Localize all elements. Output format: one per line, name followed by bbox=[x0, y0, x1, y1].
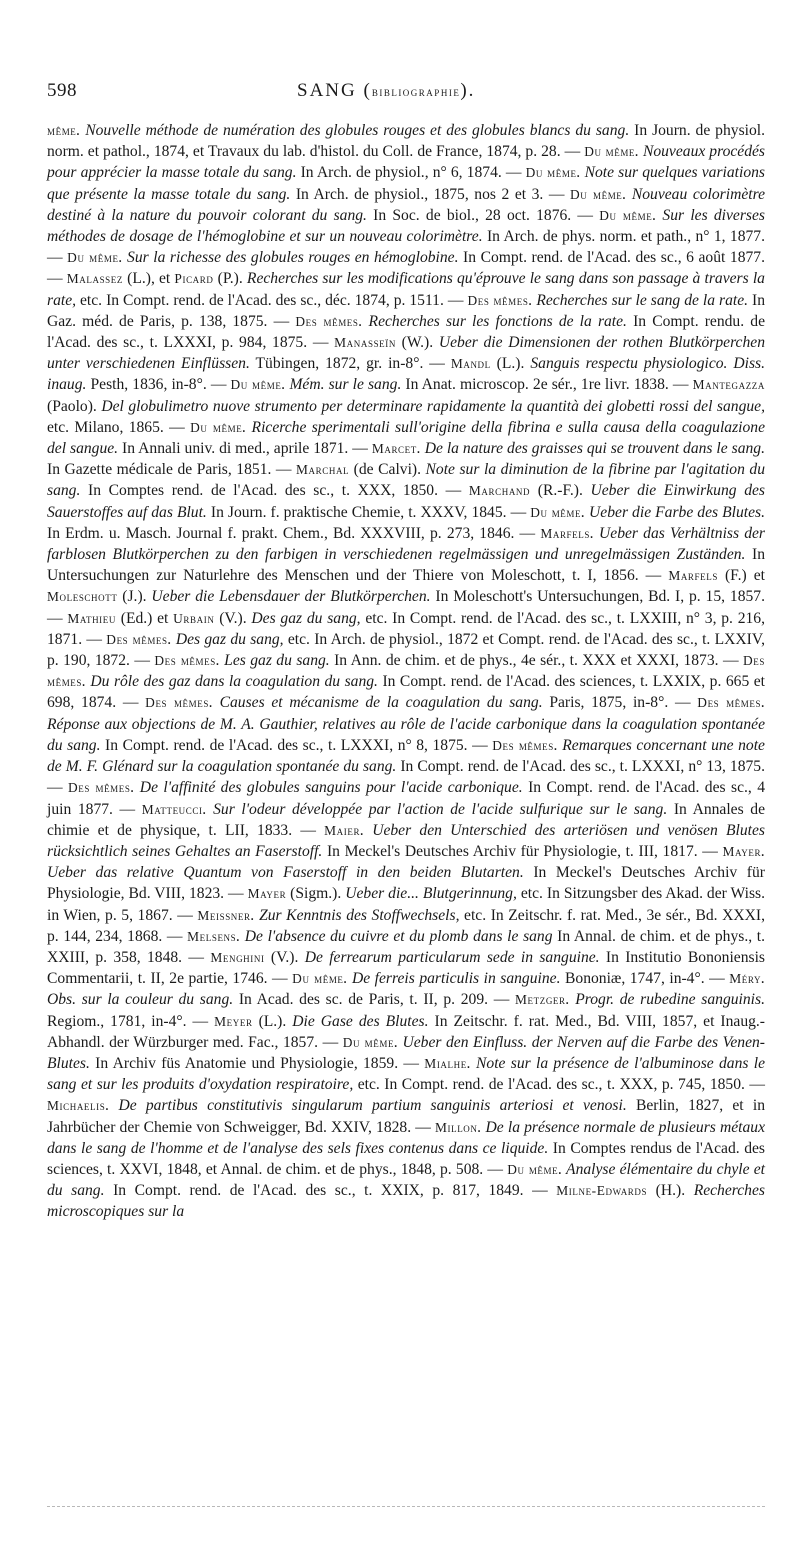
citation-text: Regiom., 1781, in-4°. — bbox=[47, 1012, 215, 1030]
author-name: Meyer bbox=[214, 1013, 253, 1029]
citation-text: In Compt. rend. de l'Acad. des sc., t. LXXXI, n° 8, 1875. — bbox=[100, 736, 493, 754]
citation-text: Tübingen, 1872, gr. in-8°. — bbox=[249, 355, 451, 373]
author-name: Du même bbox=[530, 504, 582, 520]
author-name: Millon bbox=[434, 1119, 478, 1135]
citation-text: (Paolo). bbox=[47, 397, 102, 415]
work-title: . De la nature des graisses qui se trouvent dans le sang. bbox=[416, 440, 765, 458]
author-name: Manasseïn bbox=[334, 335, 396, 351]
work-title: . Nouvelle méthode de numération des globules rouges et des globules blancs du sang. bbox=[76, 122, 630, 139]
author-name: Mantegazza bbox=[692, 377, 766, 393]
work-title: . Ueber das relative Quantum von Faserstoff in den beiden Blutarten. bbox=[47, 842, 765, 882]
author-name: Mathieu bbox=[67, 610, 116, 626]
page-number: 598 bbox=[47, 80, 77, 101]
work-title: . De partibus constitutivis singularum partium sanguinis arteriosi et venosi. bbox=[105, 1097, 627, 1115]
citation-text: In Erdm. u. Masch. Journal f. prakt. Chem., Bd. XXXVIII, p. 273, 1846. — bbox=[47, 524, 541, 542]
citation-text: etc. In Compt. rend. de l'Acad. des sc., t. XXX, p. 745, 1850. — bbox=[353, 1076, 766, 1094]
citation-text: (W.). bbox=[395, 334, 439, 352]
work-title: . Nouveaux procédés pour apprécier la masse totale du sang. bbox=[47, 143, 766, 182]
author-name: Mialhe bbox=[424, 1055, 467, 1071]
citation-text: etc. In Sitzungsber des Akad. der Wiss. in Wien, p. 5, 1867. — bbox=[47, 885, 765, 924]
author-name: Des mêmes bbox=[47, 653, 765, 690]
citation-text: Paris, 1875, in-8°. — bbox=[542, 694, 698, 712]
work-title: . Progr. de rubedine sanguinis. bbox=[565, 991, 765, 1009]
work-title: . Causes et mécanisme de la coagulation du sang. bbox=[208, 694, 543, 712]
citation-text: etc. In Compt. rend. de l'Acad. des sc., t. LXXIII, n° 3, p. 216, 1871. — bbox=[47, 609, 765, 648]
author-name: Marcet bbox=[371, 441, 417, 457]
running-head bbox=[297, 80, 475, 102]
author-name: Mayer bbox=[247, 886, 287, 902]
author-name: Melsens bbox=[187, 928, 237, 944]
author-name: Du même bbox=[584, 144, 636, 160]
work-title: . Les gaz du sang. bbox=[215, 652, 330, 670]
work-title: . Obs. sur la couleur du sang. bbox=[47, 970, 765, 1009]
citation-text: In Compt. rend. de l'Acad. des sc., t. LXXXI, n° 13, 1875. — bbox=[47, 758, 765, 797]
citation-text: (L.), et bbox=[122, 270, 175, 288]
citation-text: (V.). bbox=[264, 948, 305, 966]
author-name: Meissner bbox=[197, 907, 251, 923]
work-title: . Zur Kenntnis des Stoffwechsels, bbox=[250, 906, 460, 924]
work-title: . Des gaz du sang, bbox=[167, 630, 284, 648]
author-name: Moleschott bbox=[47, 589, 118, 605]
citation-text: In Acad. des sc. de Paris, t. II, p. 209. — bbox=[233, 991, 515, 1009]
work-title: Recherches microscopiques sur la bbox=[47, 1182, 765, 1221]
citation-text: In Comptes rend. de l'Acad. des sc., t. XXX, 1850. — bbox=[80, 482, 469, 500]
author-name: Marfels bbox=[540, 525, 590, 541]
citation-text: etc. In Arch. de physiol., 1872 et Compt. rend. de l'Acad. des sc., t. LXXIV, p. 190, 1872. — bbox=[47, 630, 765, 670]
author-name: Des mêmes bbox=[145, 695, 209, 711]
author-name: Méry bbox=[729, 971, 762, 987]
citation-text: (J.). bbox=[117, 588, 152, 606]
running-head-close: ). bbox=[460, 80, 476, 101]
work-title: . Réponse aux objections de M. A. Gauthier, relatives au rôle de l'acide carbonique dans la coagulation spontanée du sang. bbox=[47, 694, 765, 754]
citation-text: In Gazette médicale de Paris, 1851. — bbox=[47, 461, 297, 479]
citation-text: (H.). bbox=[647, 1182, 694, 1200]
work-title: . Note sur la présence de l'albuminose dans le sang et sur les produits d'oxydation respiratoire, bbox=[47, 1054, 766, 1094]
work-title: Ueber die... Blutgerinnung, bbox=[345, 885, 517, 903]
citation-text: In Annales de chimie et de physique, t. LII, 1833. — bbox=[47, 800, 765, 839]
work-title: . Analyse élémentaire du chyle et du sang. bbox=[47, 1160, 765, 1200]
citation-text: In Journ. f. praktische Chemie, t. XXXV, 1845. — bbox=[206, 503, 531, 521]
work-title: . Mém. sur le sang. bbox=[281, 376, 402, 394]
work-title: De ferrearum particularum sede in sanguine. bbox=[304, 948, 600, 966]
author-name: Du même bbox=[570, 186, 623, 202]
author-name: Mandl bbox=[450, 356, 491, 372]
citation-text: etc. Milano, 1865. — bbox=[47, 418, 191, 436]
citation-text: In Compt. rend. de l'Acad. des sc., 4 juin 1877. — bbox=[47, 779, 765, 818]
work-title: . Recherches sur les fonctions de la rate. bbox=[358, 312, 627, 330]
citation-text: (F.) et bbox=[717, 567, 765, 585]
work-title: Sanguis respectu physiologico. Diss. inaug. bbox=[47, 355, 766, 394]
author-name: Du même bbox=[230, 377, 282, 393]
citation-text: In Compt. rend. de l'Acad. des sc., 6 août 1877. — bbox=[47, 249, 765, 288]
citation-text: In Compt. rend. de l'Acad. des sc., t. XXIX, p. 817, 1849. — bbox=[104, 1182, 557, 1200]
citation-text: In Meckel's Deutsches Archiv für Physiologie, t. III, 1817. — bbox=[322, 842, 723, 860]
citation-text: In Journ. de physiol. norm. et pathol., 1874, et Travaux du lab. d'histol. du Coll. de France, 1874, p. 28. — bbox=[47, 122, 766, 161]
citation-text: In Zeitschr. f. rat. Med., Bd. VIII, 1857, et Inaug.-Abhandl. der Würzburger med. Fac., 1857. — bbox=[47, 1012, 765, 1051]
citation-text: etc. In Zeitschr. f. rat. Med., 3e sér., Bd. XXXI, p. 144, 234, 1868. — bbox=[47, 906, 765, 945]
citation-text: Berlin, 1827, et in Jahrbücher der Chemie von Schweigger, Bd. XXIV, 1828. — bbox=[47, 1097, 765, 1136]
citation-text: In Untersuchungen zur Naturlehre des Menschen und der Thiere von Moleschott, t. I, 1856. — bbox=[47, 546, 765, 585]
work-title: Del globulimetro nuove strumento per determinare rapidamente la quantità dei globetti rossi del sangue, bbox=[101, 397, 766, 415]
page-header bbox=[47, 80, 765, 110]
work-title: . Ricerche sperimentali sull'origine della fibrina e sulla causa della coagulazione del sangue. bbox=[47, 418, 766, 458]
author-name: même bbox=[47, 123, 77, 138]
author-name: Des mêmes bbox=[467, 292, 529, 308]
citation-text: (L.). bbox=[252, 1012, 293, 1030]
author-name: Milne-Edwards bbox=[556, 1183, 648, 1199]
work-title: . Note sur quelques variations que présente la masse totale du sang. bbox=[47, 164, 765, 203]
work-title: Des gaz du sang, bbox=[251, 609, 361, 627]
work-title: . De l'absence du cuivre et du plomb dans le sang bbox=[236, 927, 553, 945]
author-name: Marchal bbox=[296, 462, 350, 478]
bibliography-text bbox=[47, 120, 765, 1223]
author-name: Des mêmes bbox=[492, 737, 554, 753]
author-name: Du même bbox=[507, 1161, 559, 1177]
citation-text: (Sigm.). bbox=[286, 885, 346, 903]
work-title: . Sur les diverses méthodes de dosage de l'hémoglobine et sur un nouveau colorimètre. bbox=[47, 206, 765, 246]
citation-text: In Archiv füs Anatomie und Physiologie, 1859. — bbox=[89, 1054, 425, 1072]
work-title: . Nouveau colorimètre destiné à la nature du pouvoir colorant du sang. bbox=[47, 185, 765, 224]
running-head-subtitle: bibliographie bbox=[371, 85, 461, 99]
work-title: Ueber die Dimensionen der rothen Blutkörperchen unter verschiedenen Einflüssen. bbox=[47, 334, 765, 373]
work-title: . Recherches sur le sang de la rate. bbox=[528, 291, 749, 309]
citation-text: In Moleschott's Untersuchungen, Bd. I, p. 15, 1857. — bbox=[47, 588, 765, 627]
citation-text: In Arch. de physiol., 1875, nos 2 et 3. — bbox=[290, 185, 571, 203]
work-title: Recherches sur les modifications qu'éprouve le sang dans son passage à travers la rate, bbox=[47, 270, 765, 309]
work-title: Die Gase des Blutes. bbox=[292, 1012, 429, 1030]
author-name: Urbain bbox=[173, 610, 215, 626]
author-name: Metzger bbox=[515, 992, 566, 1008]
work-title: . Ueber das Verhältniss der farblosen Blutkörperchen zu den farbigen in verschiedenen regelmässigen und unregelmässigen Zuständen. bbox=[47, 524, 765, 564]
citation-text: In Institutio Bononiensis Commentarii, t. II, 2e partie, 1746. — bbox=[47, 948, 765, 988]
work-title: . Du rôle des gaz dans la coagulation du sang. bbox=[82, 673, 378, 691]
author-name: Michaelis bbox=[47, 1098, 106, 1114]
author-name: Mayer bbox=[722, 843, 762, 859]
author-name: Des mêmes bbox=[697, 695, 762, 711]
author-name: Du même bbox=[67, 250, 119, 266]
work-title: . Sur l'odeur développée par l'action de l'acide sulfurique sur le sang. bbox=[202, 800, 668, 818]
author-name: Malassez bbox=[66, 271, 123, 287]
author-name: Maier bbox=[324, 822, 361, 838]
citation-text: In Arch. de physiol., n° 6, 1874. — bbox=[296, 164, 526, 182]
citation-text: Pesth, 1836, in-8°. — bbox=[86, 376, 231, 394]
author-name: Des mêmes bbox=[154, 653, 216, 669]
author-name: Du même bbox=[190, 419, 243, 435]
work-title: . Remarques concernant une note de M. F. Glénard sur la coagulation spontanée du sang. bbox=[47, 736, 765, 776]
author-name: Des mêmes bbox=[295, 313, 359, 329]
work-title: Ueber die Einwirkung des Sauerstoffes auf das Blut. bbox=[47, 482, 765, 521]
citation-text: In Arch. de phys. norm. et path., n° 1, 1877. — bbox=[47, 228, 765, 267]
citation-text: In Anat. microscop. 2e sér., 1re livr. 1838. — bbox=[401, 376, 693, 394]
work-title: . Sur la richesse des globules rouges en hémoglobine. bbox=[118, 249, 459, 267]
citation-text: In Soc. de biol., 28 oct. 1876. — bbox=[366, 206, 600, 224]
author-name: Matteucci bbox=[141, 801, 203, 817]
work-title: . Ueber den Einfluss. der Nerven auf die Farbe des Venen-Blutes. bbox=[47, 1033, 765, 1072]
author-name: Du même bbox=[525, 165, 577, 181]
citation-text: Bononiæ, 1747, in-4°. — bbox=[560, 970, 730, 988]
citation-text: In Annal. de chim. et de phys., t. XXIII, p. 358, 1848. — bbox=[47, 927, 765, 966]
citation-text: In Gaz. méd. de Paris, p. 138, 1875. — bbox=[47, 291, 766, 330]
citation-text: (V.). bbox=[214, 609, 252, 627]
author-name: Menghini bbox=[210, 949, 265, 965]
author-name: Marchand bbox=[468, 483, 531, 499]
footer-rule bbox=[47, 1506, 765, 1507]
work-title: Ueber die Lebensdauer der Blutkörperchen. bbox=[151, 588, 431, 606]
work-title: . Ueber die Farbe des Blutes. bbox=[581, 503, 766, 521]
citation-text: (de Calvi). bbox=[349, 461, 426, 479]
author-name: Du même bbox=[292, 971, 344, 987]
author-name: Du même bbox=[599, 207, 653, 223]
author-name: Picard bbox=[174, 271, 214, 287]
citation-text: In Meckel's Deutsches Archiv für Physiologie, Bd. VIII, 1823. — bbox=[47, 864, 765, 903]
work-title: . De la présence normale de plusieurs métaux dans le sang de l'homme et de l'analyse des sels fixes contenus dans ce liquide. bbox=[47, 1118, 765, 1157]
running-head-main: SANG ( bbox=[297, 80, 372, 101]
author-name: Des mêmes bbox=[106, 631, 168, 647]
citation-text: In Compt. rendu. de l'Acad. des sc., t. LXXXI, p. 984, 1875. — bbox=[47, 312, 765, 352]
citation-text: (P.). bbox=[213, 270, 247, 288]
citation-text: In Ann. de chim. et de phys., 4e sér., t. XXX et XXXI, 1873. — bbox=[329, 652, 743, 670]
work-title: Note sur la diminution de la fibrine par l'agitation du sang. bbox=[47, 461, 765, 500]
work-title: . Ueber den Unterschied des arteriösen und venösen Blutes rücksichtlich seines Gehaltes an Faserstoff. bbox=[47, 821, 765, 860]
citation-text: (Ed.) et bbox=[115, 609, 174, 627]
author-name: Marfels bbox=[668, 568, 718, 584]
author-name: Du même bbox=[342, 1034, 395, 1050]
author-name: Des mêmes bbox=[68, 780, 131, 796]
citation-text: In Compt. rend. de l'Acad. des sciences, t. LXXIX, p. 665 et 698, 1874. — bbox=[47, 673, 765, 712]
citation-text: In Comptes rendus de l'Acad. des sciences, t. XXVI, 1848, et Annal. de chim. et de phys., 1848, p. 508. — bbox=[47, 1139, 765, 1178]
citation-text: In Annali univ. di med., aprile 1871. — bbox=[118, 440, 372, 458]
citation-text: (R.-F.). bbox=[530, 482, 591, 500]
work-title: . De ferreis particulis in sanguine. bbox=[343, 970, 561, 988]
citation-text: etc. In Compt. rend. de l'Acad. des sc., déc. 1874, p. 1511. — bbox=[76, 291, 468, 309]
work-title: . De l'affinité des globules sanguins pour l'acide carbonique. bbox=[130, 779, 523, 797]
citation-text: (L.). bbox=[490, 355, 531, 373]
